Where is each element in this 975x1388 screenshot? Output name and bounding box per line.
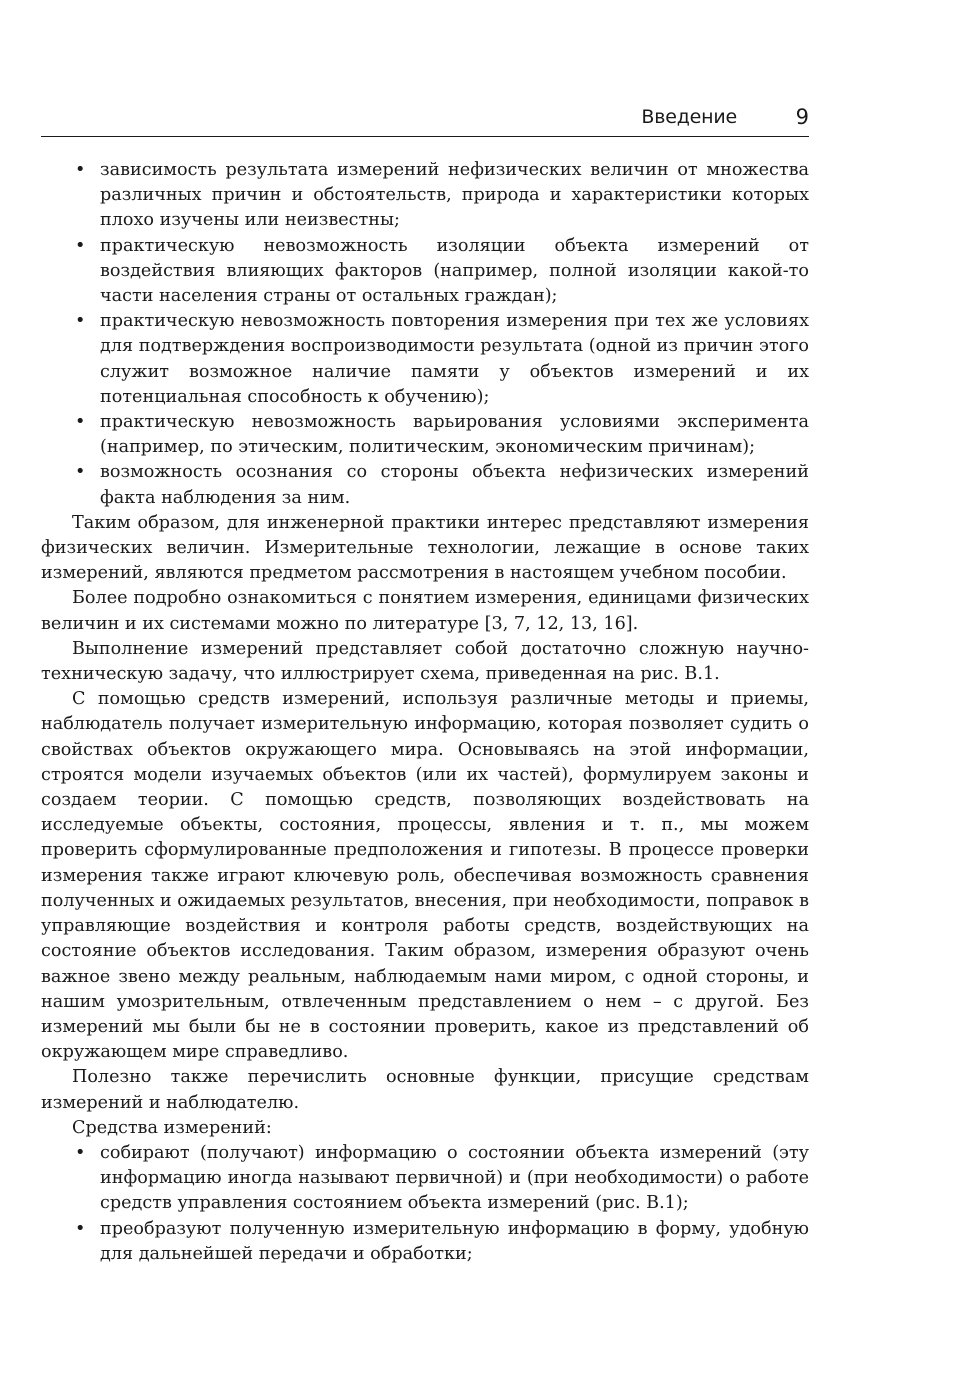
list-item-text: собирают (получают) информацию о состоянии объекта измерений (эту информацию иногда называют первичной) и (при необходимости) о работе средств управления состоянием объекта измерений (рис. В.1); [100, 1142, 809, 1214]
paragraph: Средства измерений: [72, 1117, 272, 1138]
bullet-icon: • [75, 311, 86, 332]
paragraph: С помощью средств измерений, используя различные методы и приемы, наблюдатель получает измерительную информацию, которая позволяет судить о свойствах объектов окружающего мира. Основываясь на этой информации, строятся модели изучаемых объектов (или их частей), формулируем законы и создаем теории. С помощью средств, позволяющих воздействовать на исследуемые объекты, состояния, процессы, явления и т. п., мы можем проверить сформулированные предположения и гипотезы. В процессе проверки измерения также играют ключевую роль, обеспечивая возможность сравнения полученных и ожидаемых результатов, внесения, при необходимости, поправок в управляющие воздействия и контроля работы средств, воздействующих на состояние объектов исследования. Таким образом, измерения образуют очень важное звено между реальным, наблюдаемым нами миром, с одной стороны, и нашим умозрительным, отвлеченным представлением о нем – с другой. Без измерений мы были бы не в состоянии проверить, какое из представлений об окружающем мире справедливо. [41, 689, 809, 1063]
list-item-text: возможность осознания со стороны объекта нефизических измерений факта наблюдения за ним. [100, 462, 809, 508]
list-item [41, 309, 809, 410]
list-item-text: практическую невозможность варьирования условиями эксперимента (например, по этическим, политическим, экономическим причинам); [100, 412, 809, 458]
list-item-text: преобразуют полученную измерительную информацию в форму, удобную для дальнейшей передачи и обработки; [100, 1218, 809, 1264]
page-body [41, 158, 809, 1267]
list-item [41, 460, 809, 510]
paragraph: Выполнение измерений представляет собой достаточно сложную научно-техническую задачу, что иллюстрирует схема, приведенная на рис. В.1. [41, 638, 809, 685]
bullet-icon: • [75, 462, 86, 483]
paragraph: Таким образом, для инженерной практики интерес представляют измерения физических величин. Измерительные технологии, лежащие в основе таких измерений, являются предметом рассмотрения в настоящем учебном пособии. [41, 512, 809, 584]
bullet-icon: • [75, 1142, 86, 1163]
bullet-list-nonphysical-factors [41, 158, 809, 511]
list-item [41, 234, 809, 310]
list-item-text: практическую невозможность изоляции объекта измерений от воздействия влияющих факторов (например, полной изоляции какой-то части населения страны от остальных граждан); [100, 235, 809, 307]
list-item [41, 158, 809, 234]
paragraph: Полезно также перечислить основные функции, присущие средствам измерений и наблюдателю. [41, 1067, 809, 1113]
page-number: 9 [795, 105, 809, 129]
list-item [41, 1217, 809, 1267]
bullet-list-measurement-functions [41, 1141, 809, 1267]
paragraph: Более подробно ознакомиться с понятием измерения, единицами физических величин и их системами можно по литературе [3, 7, 12, 13, 16]. [41, 588, 809, 634]
list-item [41, 410, 809, 460]
bullet-icon: • [75, 235, 86, 256]
section-title: Введение [641, 106, 737, 128]
list-item-text: практическую невозможность повторения измерения при тех же условиях для подтверждения воспроизводимости результата (одной из причин этого служит возможное наличие памяти у объектов измерений и их потенциальная способность к обучению); [100, 311, 809, 407]
list-item-text: зависимость результата измерений нефизических величин от множества различных причин и обстоятельств, природа и характеристики которых плохо изучены или неизвестны; [100, 160, 809, 231]
bullet-icon: • [75, 412, 86, 433]
running-header [41, 104, 809, 137]
list-item [41, 1141, 809, 1217]
bullet-icon: • [75, 1218, 86, 1239]
bullet-icon: • [75, 160, 86, 180]
